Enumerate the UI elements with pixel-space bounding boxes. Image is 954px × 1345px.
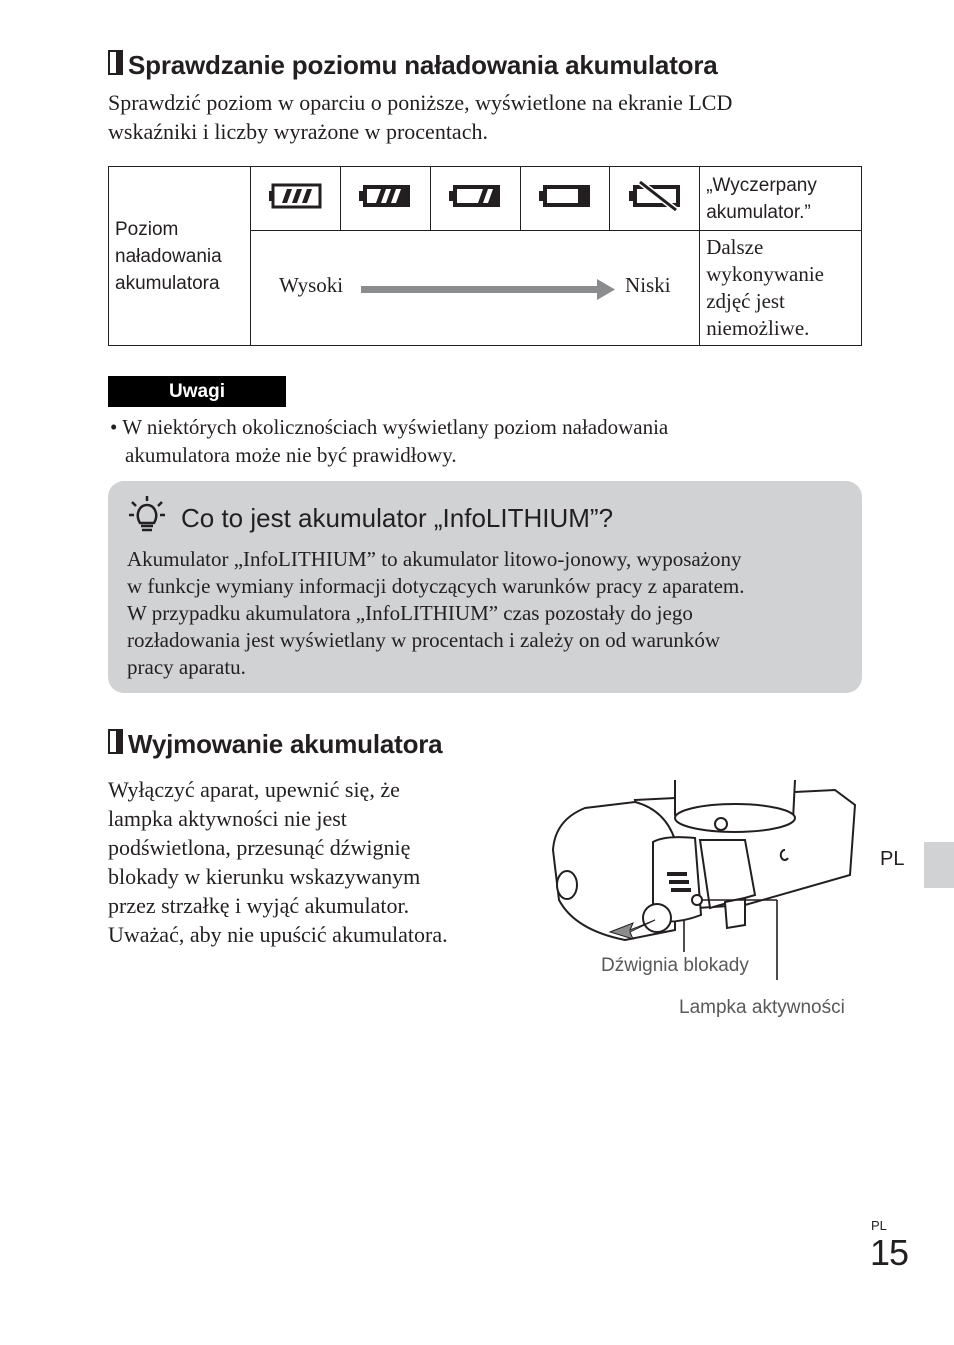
battery-empty-icon: [628, 181, 682, 211]
page-number: 15: [870, 1232, 909, 1273]
battery-half-icon: [448, 183, 502, 209]
battery-low-icon: [538, 183, 592, 209]
no-shooting-cell: Dalsze wykonywanie zdjęć jest niemożliwe.: [700, 231, 862, 346]
row-label-cell: [109, 167, 251, 346]
tip-box: [108, 481, 862, 693]
notes-bullet: • W niektórych okolicznościach wyświetlany poziom naładowania akumulatora może nie być prawidłowy.: [110, 415, 669, 467]
battery-icon-cell: [340, 167, 430, 231]
battery-icon-cell: [520, 167, 610, 231]
notes-badge: Uwagi: [108, 376, 286, 407]
section-heading-battery-removal: Wyjmowanie akumulatora: [108, 729, 442, 760]
battery-icon-cell: [610, 167, 700, 231]
camera-illustration: [545, 780, 865, 980]
battery-full-icon: [268, 183, 322, 209]
side-language-tab: [924, 842, 954, 888]
battery-level-table: [108, 166, 862, 346]
low-label: Niski: [625, 273, 671, 297]
lightbulb-icon: [128, 495, 166, 535]
section-heading-battery-level: Sprawdzanie poziomu naładowania akumulatora: [108, 50, 718, 81]
battery-icon-cell: [430, 167, 520, 231]
tip-text: Akumulator „InfoLITHIUM” to akumulator litowo-jonowy, wyposażony w funkcje wymiany informacji dotyczących warunków pracy z aparatem. W przypadku akumulatora „InfoLITHIUM” czas pozostały do jego rozładowania jest wyświetlany w procentach i zależy on od warunków pracy aparatu.: [127, 547, 745, 679]
intro-paragraph: Sprawdzić poziom w oparciu o poniższe, wyświetlone na ekranie LCD wskaźniki i liczby wyrażone w procentach.: [108, 90, 733, 144]
exhausted-message-cell: „Wyczerpany akumulator.”: [700, 167, 862, 231]
callout-lock-lever: Dźwignia blokady: [601, 955, 749, 976]
high-label: Wysoki: [279, 273, 344, 297]
footer-language: PL: [871, 1218, 887, 1233]
level-scale-cell: [251, 231, 700, 346]
section-marker-icon: [108, 729, 123, 754]
side-language-label: PL: [880, 848, 905, 870]
removal-paragraph: Wyłączyć aparat, upewnić się, że lampka aktywności nie jest podświetlona, przesunąć dźwignię blokady w kierunku wskazywanym przez strzałkę i wyjąć akumulator. Uważać, aby nie upuścić akumulatora.: [108, 777, 448, 947]
tip-title: Co to jest akumulator „InfoLITHIUM”?: [181, 503, 614, 533]
callout-activity-lamp: Lampka aktywności: [679, 997, 845, 1018]
row-label: Poziom naładowania akumulatora: [115, 218, 222, 294]
battery-icon-cell: [251, 167, 341, 231]
high-to-low-arrow-icon: [361, 277, 616, 303]
battery-three-quarter-icon: [358, 183, 412, 209]
section-marker-icon: [108, 50, 123, 75]
